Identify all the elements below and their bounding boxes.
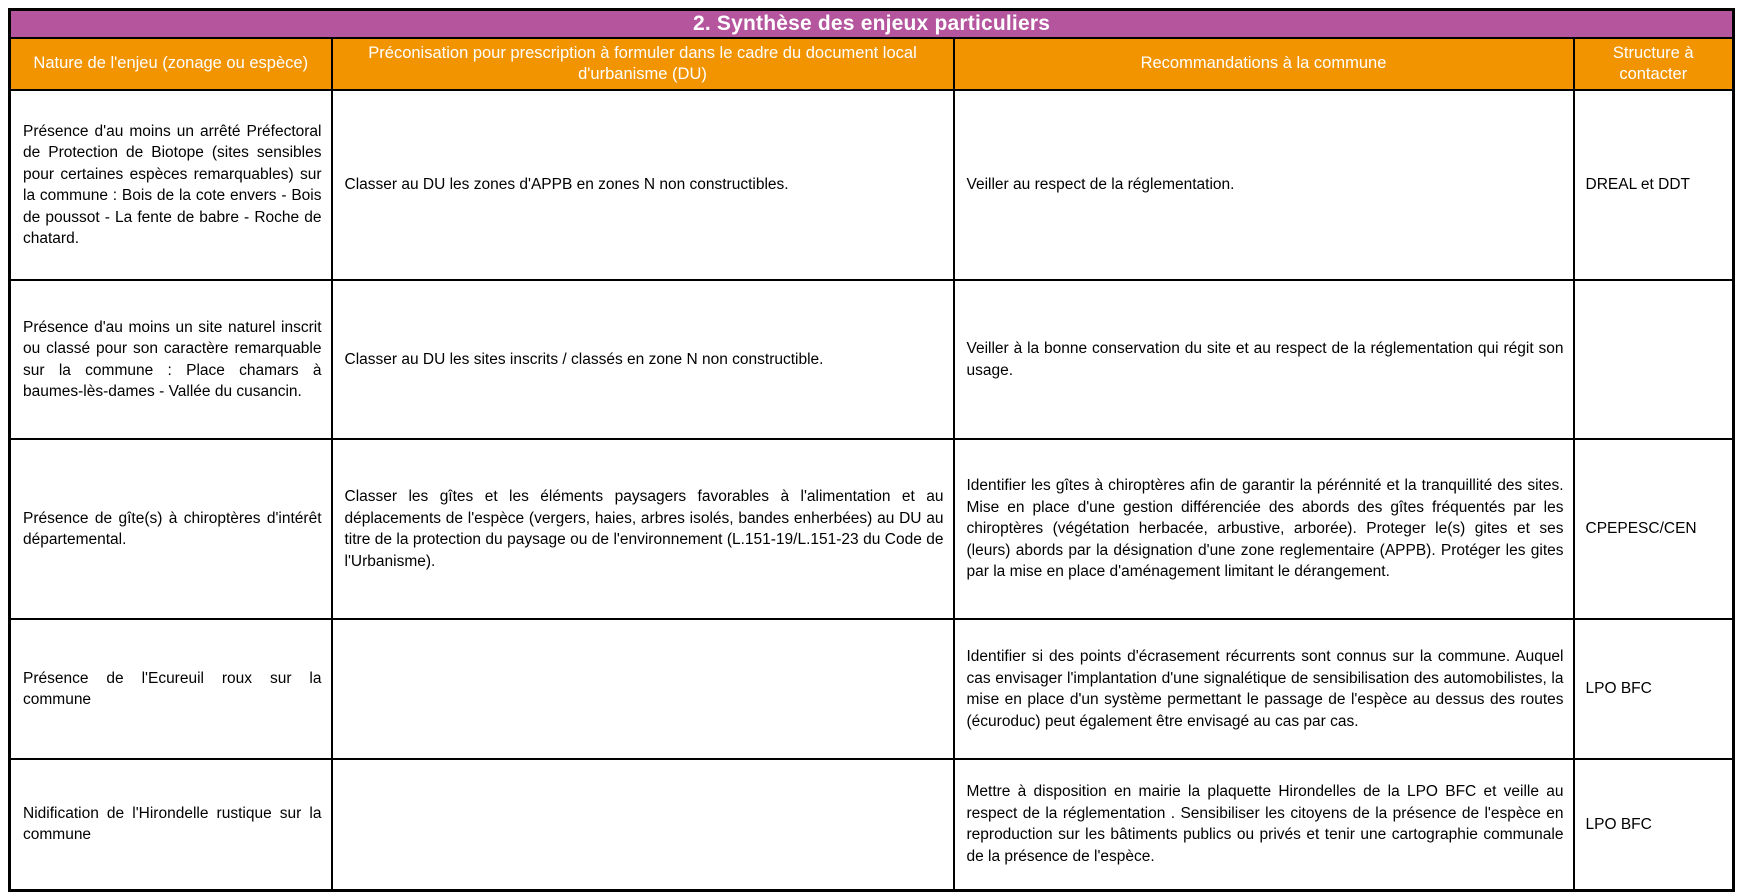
cell-enjeu-hirondelle: Nidification de l'Hirondelle rustique sur la commune bbox=[10, 759, 332, 890]
table-row bbox=[10, 759, 1734, 890]
cell-preconisation-appb: Classer au DU les zones d'APPB en zones N non constructibles. bbox=[332, 90, 954, 280]
col-header-preconisation: Préconisation pour prescription à formuler dans le cadre du document local d'urbanisme (DU) bbox=[332, 38, 954, 90]
cell-structure-ecureuil: LPO BFC bbox=[1574, 619, 1734, 759]
col-header-structure: Structure à contacter bbox=[1574, 38, 1734, 90]
cell-structure-chiropteres: CPEPESC/CEN bbox=[1574, 439, 1734, 619]
table-row bbox=[10, 619, 1734, 759]
cell-recommandation-appb: Veiller au respect de la réglementation. bbox=[954, 90, 1574, 280]
cell-recommandation-hirondelle: Mettre à disposition en mairie la plaquette Hirondelles de la LPO BFC et veille au respect de la réglementation . Sensibiliser les citoyens de la présence de l'espèce en reproduction sur les bâtiments publics ou privés et tenir une cartographie communale de la présence de l'espèce. bbox=[954, 759, 1574, 890]
cell-preconisation-ecureuil bbox=[332, 619, 954, 759]
cell-preconisation-site-naturel: Classer au DU les sites inscrits / classés en zone N non constructible. bbox=[332, 280, 954, 439]
cell-structure-site-naturel bbox=[1574, 280, 1734, 439]
cell-structure-hirondelle: LPO BFC bbox=[1574, 759, 1734, 890]
cell-enjeu-site-naturel: Présence d'au moins un site naturel inscrit ou classé pour son caractère remarquable sur la commune : Place chamars à baumes-lès-dames - Vallée du cusancin. bbox=[10, 280, 332, 439]
cell-preconisation-chiropteres: Classer les gîtes et les éléments paysagers favorables à l'alimentation et au déplacements de l'espèce (vergers, haies, arbres isolés, bandes enherbées) au DU au titre de la protection du paysage ou de l'environnement (L.151-19/L.151-23 du Code de l'Urbanisme). bbox=[332, 439, 954, 619]
col-header-recommandations: Recommandations à la commune bbox=[954, 38, 1574, 90]
cell-enjeu-chiropteres: Présence de gîte(s) à chiroptères d'intérêt départemental. bbox=[10, 439, 332, 619]
table-row bbox=[10, 280, 1734, 439]
synthese-enjeux-table bbox=[8, 8, 1735, 892]
cell-recommandation-site-naturel: Veiller à la bonne conservation du site et au respect de la réglementation qui régit son usage. bbox=[954, 280, 1574, 439]
table-title-row bbox=[10, 10, 1734, 39]
cell-recommandation-ecureuil: Identifier si des points d'écrasement récurrents sont connus sur la commune. Auquel cas envisager l'implantation d'une signalétique de sensibilisation des automobilistes, la mise en place d'un système permettant le passage de l'espèce au dessus des routes (écuroduc) peut également être envisagé au cas par cas. bbox=[954, 619, 1574, 759]
cell-enjeu-ecureuil: Présence de l'Ecureuil roux sur la commune bbox=[10, 619, 332, 759]
cell-enjeu-appb: Présence d'au moins un arrêté Préfectoral de Protection de Biotope (sites sensibles pour certaines espèces remarquables) sur la commune : Bois de la cote envers - Bois de poussot - La fente de babre - Roche de chatard. bbox=[10, 90, 332, 280]
cell-structure-appb: DREAL et DDT bbox=[1574, 90, 1734, 280]
table-row bbox=[10, 90, 1734, 280]
cell-recommandation-chiropteres: Identifier les gîtes à chiroptères afin de garantir la pérénnité et la tranquillité des sites. Mise en place d'une gestion différenciée des abords des gîtes fréquentés par les chiroptères (végétation herbacée, arbustive, arborée). Proteger le(s) gites et ses (leurs) abords par la désignation d'une zone reglementaire (APPB). Protéger les gites par la mise en place d'aménagement limitant le dérangement. bbox=[954, 439, 1574, 619]
table-row bbox=[10, 439, 1734, 619]
table-header-row bbox=[10, 38, 1734, 90]
col-header-nature-enjeu: Nature de l'enjeu (zonage ou espèce) bbox=[10, 38, 332, 90]
cell-preconisation-hirondelle bbox=[332, 759, 954, 890]
table-title: 2. Synthèse des enjeux particuliers bbox=[10, 10, 1734, 39]
